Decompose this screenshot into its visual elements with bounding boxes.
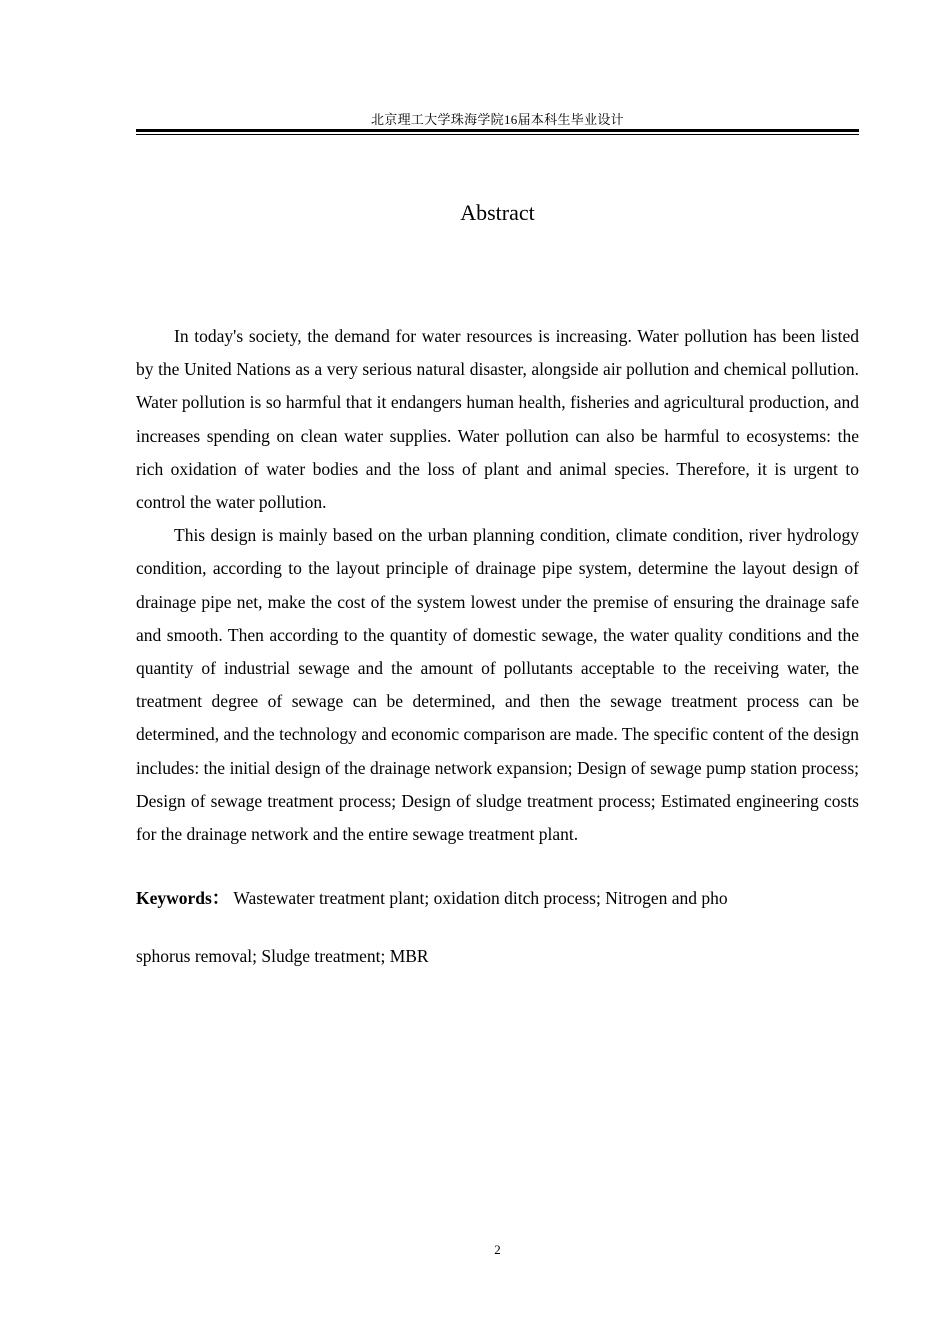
keywords-line-1 — [136, 882, 859, 914]
header-rule-thin — [136, 134, 859, 135]
abstract-paragraph-2: This design is mainly based on the urban planning condition, climate condition, river hydrology condition, according to the layout principle of drainage pipe system, determine the layout design of drainage pipe net, make the cost of the system lowest under the premise of ensuring the drainage safe and smooth. Then according to the quantity of domestic sewage, the water quality conditions and the quantity of industrial sewage and the amount of pollutants acceptable to the receiving water, the treatment degree of sewage can be determined, and then the sewage treatment process can be determined, and the technology and economic comparison are made. The specific content of the design includes: the initial design of the drainage network expansion; Design of sewage pump station process; Design of sewage treatment process; Design of sludge treatment process; Estimated engineering costs for the drainage network and the entire sewage treatment plant. — [136, 525, 859, 845]
keywords-line-2: sphorus removal; Sludge treatment; MBR — [136, 946, 429, 966]
running-header: 北京理工大学珠海学院16届本科生毕业设计 — [370, 112, 624, 127]
page-number: 2 — [494, 1242, 501, 1257]
keywords-label: Keywords： — [136, 888, 230, 908]
abstract-body — [136, 320, 859, 851]
abstract-title: Abstract — [460, 200, 535, 225]
header-rule-thick — [136, 129, 859, 132]
keywords-text-1: Wastewater treatment plant; oxidation ditch process; Nitrogen and pho — [229, 888, 728, 908]
abstract-paragraph-1: In today's society, the demand for water resources is increasing. Water pollution has been listed by the United Nations as a very serious natural disaster, alongside air pollution and chemical pollution. Water pollution is so harmful that it endangers human health, fisheries and agricultural production, and increases spending on clean water supplies. Water pollution can also be harmful to ecosystems: the rich oxidation of water bodies and the loss of plant and animal species. Therefore, it is urgent to control the water pollution. — [136, 326, 859, 513]
